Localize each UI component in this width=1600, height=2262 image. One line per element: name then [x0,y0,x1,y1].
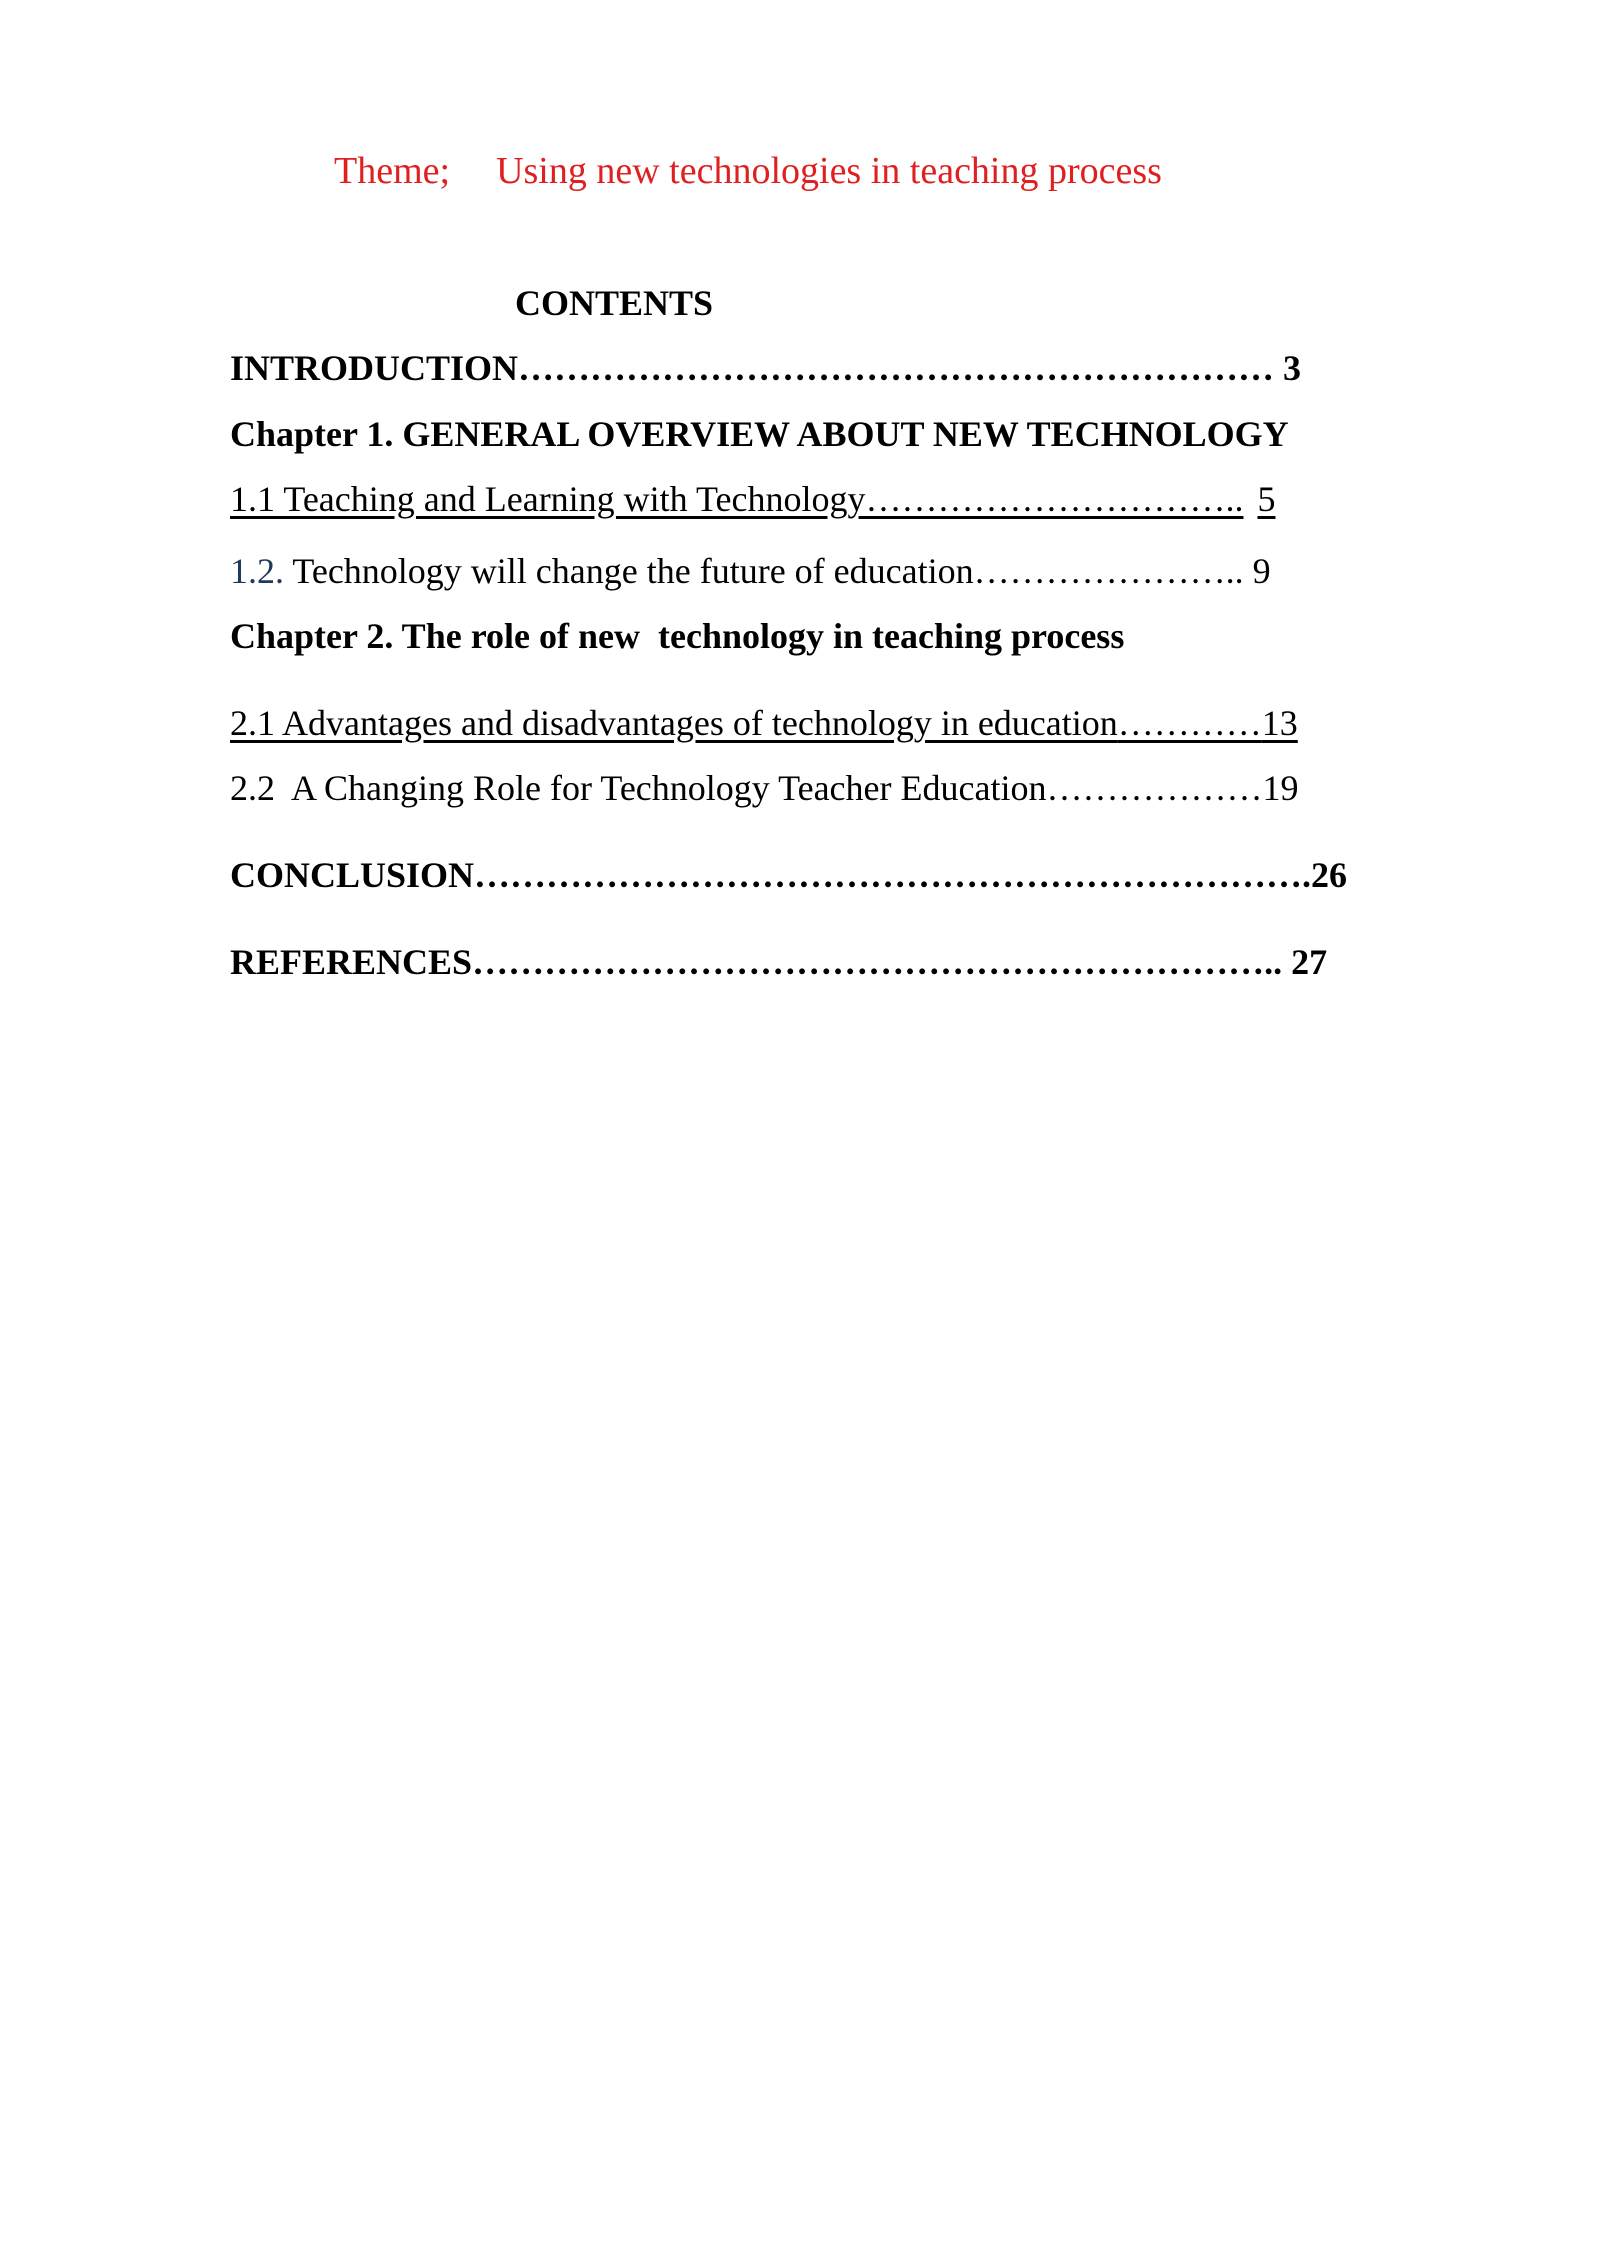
toc-entry-1-2 [230,551,1271,592]
toc-entry-title: CONCLUSION [230,855,475,895]
toc-entry-title: Technology will change the future of education [292,551,974,591]
toc-chapter-1 [230,414,1289,455]
toc-entry-references [230,942,1327,983]
toc-entry-title: Chapter 1. GENERAL OVERVIEW ABOUT NEW TECHNOLOGY [230,414,1289,454]
toc-page-number: 9 [1252,551,1271,591]
toc-leader: …………………………………………………………… [474,855,1303,895]
toc-leader: ……………… [1046,768,1263,808]
toc-entry-title: INTRODUCTION [230,348,519,388]
toc-leader: ……………………………………………………… [518,348,1275,388]
toc-leader: ………… [1117,703,1262,743]
toc-entry-number: 1.2. [230,551,284,591]
toc-leader: ………………………………………………………….. [472,942,1283,982]
toc-entry-title: REFERENCES [230,942,473,982]
toc-entry-title: 2.2 A Changing Role for Technology Teacher Education [230,768,1047,808]
toc-entry-2-2 [230,768,1298,809]
toc-leader: ………………….. [973,551,1244,591]
theme-line [334,150,1162,194]
toc-page-number: 27 [1291,942,1328,982]
toc-page-number: 3 [1283,348,1302,388]
toc-entry-title: 2.1 Advantages and disadvantages of technology in education [230,703,1118,743]
contents-heading: CONTENTS [515,283,714,323]
toc-entry-title: 1.1 Teaching and Learning with Technology [230,479,866,519]
toc-entry-conclusion [230,855,1347,896]
toc-entry-1-1[interactable] [230,479,1275,520]
toc-entry-2-1[interactable] [230,703,1298,744]
theme-text: Using new technologies in teaching process [496,150,1162,192]
toc-page-number: 5 [1257,479,1276,519]
toc-chapter-2 [230,616,1124,657]
toc-page-number: .26 [1302,855,1348,895]
toc-page-number: 13 [1261,703,1298,743]
toc-leader: ………………………….. [865,479,1244,519]
theme-label: Theme; [334,150,451,192]
toc-page-number: 19 [1262,768,1299,808]
toc-entry-title: Chapter 2. The role of new technology in teaching process [230,616,1125,656]
toc-entry-introduction [230,348,1301,389]
